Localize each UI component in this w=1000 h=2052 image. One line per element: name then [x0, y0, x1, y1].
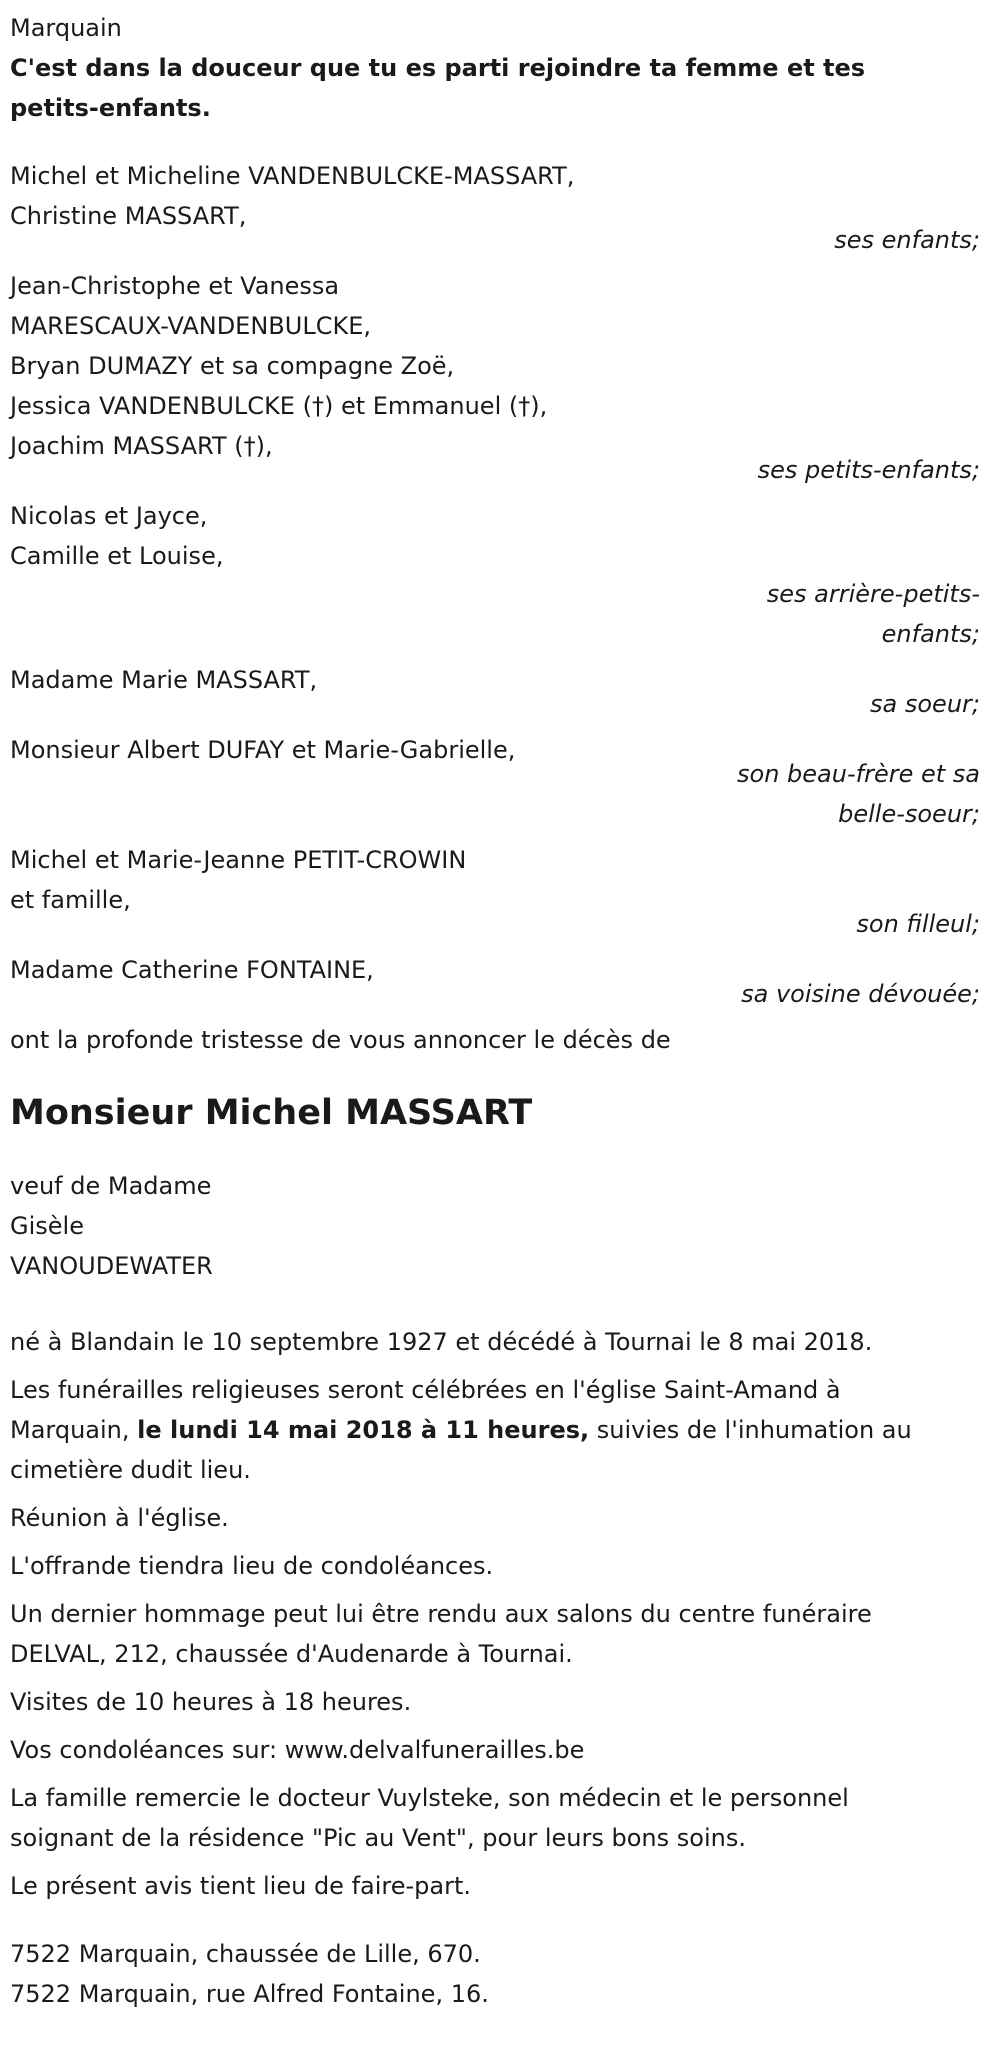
- family-name-line: Madame Marie MASSART,: [10, 666, 318, 694]
- hommage-line: Un dernier hommage peut lui être rendu aux salons du centre funéraire: [10, 1600, 872, 1628]
- announcement-text: ont la profonde tristesse de vous annoncer le décès de: [10, 1026, 671, 1054]
- condolences-text: Vos condoléances sur: www.delvalfunerailles.be: [10, 1736, 585, 1764]
- birth-death-text: né à Blandain le 10 septembre 1927 et décédé à Tournai le 8 mai 2018.: [10, 1328, 873, 1356]
- family-relation: ses petits-enfants;: [757, 456, 980, 484]
- funeral-line: cimetière dudit lieu.: [10, 1456, 251, 1484]
- epigraph-line-1: C'est dans la douceur que tu es parti rejoindre ta femme et tes: [10, 54, 866, 82]
- family-relation: sa voisine dévouée;: [741, 980, 980, 1008]
- family-group-neighbour: [10, 950, 990, 1014]
- family-name-line: et famille,: [10, 886, 131, 914]
- family-name-line: Monsieur Albert DUFAY et Marie-Gabrielle,: [10, 736, 516, 764]
- address-line: 7522 Marquain, chaussée de Lille, 670.: [10, 1940, 481, 1968]
- family-group-sister: [10, 660, 990, 724]
- reunion-text: Réunion à l'église.: [10, 1504, 229, 1532]
- family-name-line: Bryan DUMAZY et sa compagne Zoë,: [10, 352, 455, 380]
- funeral-paragraph: [10, 1370, 990, 1490]
- family-relation: sa soeur;: [870, 690, 980, 718]
- family-relation: ses enfants;: [834, 226, 980, 254]
- family-name-line: Jessica VANDENBULCKE (†) et Emmanuel (†),: [10, 392, 548, 420]
- family-name-line: MARESCAUX-VANDENBULCKE,: [10, 312, 371, 340]
- funeral-date: le lundi 14 mai 2018 à 11 heures,: [137, 1416, 590, 1444]
- funeral-text: suivies de l'inhumation au: [589, 1416, 912, 1444]
- visits-text: Visites de 10 heures à 18 heures.: [10, 1688, 412, 1716]
- funeral-text: Marquain,: [10, 1416, 138, 1444]
- family-group-brother-in-law: [10, 730, 990, 834]
- family-name-line: Madame Catherine FONTAINE,: [10, 956, 374, 984]
- family-group-grandchildren: [10, 266, 990, 490]
- place-heading: Marquain: [10, 14, 122, 42]
- address-line: 7522 Marquain, rue Alfred Fontaine, 16.: [10, 1980, 489, 2008]
- hommage-paragraph: [10, 1594, 990, 1674]
- family-name-line: Michel et Micheline VANDENBULCKE-MASSART,: [10, 162, 575, 190]
- offrande-text: L'offrande tiendra lieu de condoléances.: [10, 1552, 494, 1580]
- family-name-line: Joachim MASSART (†),: [10, 432, 273, 460]
- family-name-line: Christine MASSART,: [10, 202, 247, 230]
- family-relation: son filleul;: [856, 910, 980, 938]
- widow-line: VANOUDEWATER: [10, 1252, 213, 1280]
- family-name-line: Camille et Louise,: [10, 542, 224, 570]
- family-group-children: [10, 156, 990, 260]
- widow-line: veuf de Madame: [10, 1172, 212, 1200]
- widow-line: Gisèle: [10, 1212, 84, 1240]
- family-group-great-grandchildren: [10, 496, 990, 654]
- family-group-godson: [10, 840, 990, 944]
- family-relation: belle-soeur;: [838, 800, 980, 828]
- funeral-line: Les funérailles religieuses seront célébrées en l'église Saint-Amand à: [10, 1376, 841, 1404]
- family-relation: enfants;: [881, 620, 980, 648]
- family-relation: son beau-frère et sa: [737, 760, 980, 788]
- family-name-line: Jean-Christophe et Vanessa: [10, 272, 340, 300]
- family-relation: ses arrière-petits-: [766, 580, 980, 608]
- hommage-line: DELVAL, 212, chaussée d'Audenarde à Tournai.: [10, 1640, 573, 1668]
- thanks-line: La famille remercie le docteur Vuylsteke, son médecin et le personnel: [10, 1784, 849, 1812]
- thanks-paragraph: [10, 1778, 990, 1858]
- family-name-line: Michel et Marie-Jeanne PETIT-CROWIN: [10, 846, 467, 874]
- family-name-line: Nicolas et Jayce,: [10, 502, 208, 530]
- thanks-line: soignant de la résidence "Pic au Vent", pour leurs bons soins.: [10, 1824, 746, 1852]
- notice-text: Le présent avis tient lieu de faire-part.: [10, 1872, 472, 1900]
- funeral-line: [10, 1410, 990, 1450]
- epigraph-line-2: petits-enfants.: [10, 94, 211, 122]
- deceased-name: Monsieur Michel MASSART: [10, 1093, 533, 1133]
